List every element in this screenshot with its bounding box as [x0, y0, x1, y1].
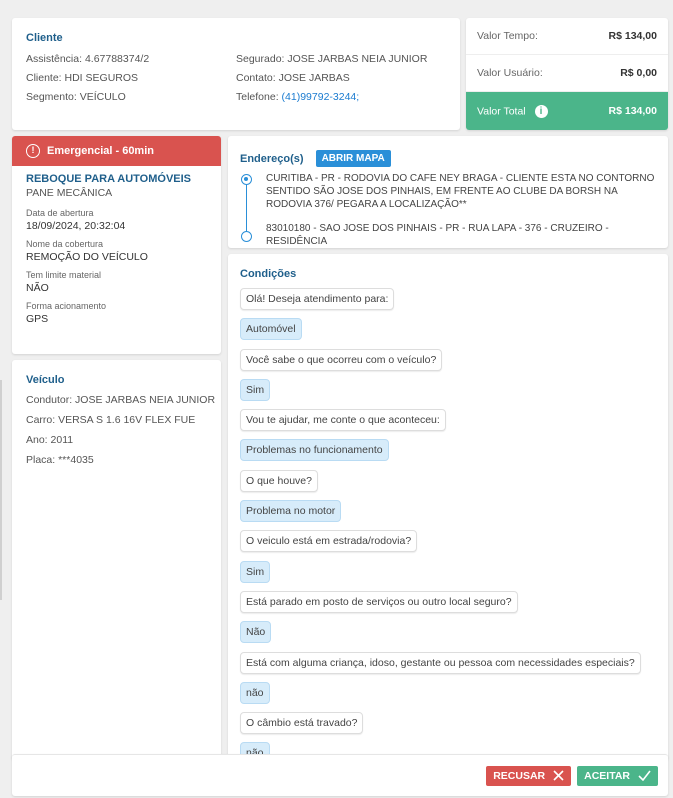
chat-question: Olá! Deseja atendimento para:	[240, 288, 394, 310]
chat-line	[240, 470, 656, 500]
data-abertura-label: Data de abertura	[26, 208, 94, 218]
limite-label: Tem limite material	[26, 270, 102, 280]
valor-tempo-row	[466, 18, 668, 55]
condutor-field: Condutor: JOSE JARBAS NEIA JUNIOR	[26, 394, 216, 406]
origin-marker-icon	[241, 174, 252, 185]
valor-usuario-row	[466, 55, 668, 92]
telefone-field	[236, 88, 446, 107]
chat-line	[240, 561, 656, 591]
chat-line	[240, 439, 656, 469]
servico-card	[12, 136, 221, 354]
chat-question: Está parado em posto de serviços ou outro local seguro?	[240, 591, 518, 613]
check-icon	[638, 770, 651, 781]
close-icon	[553, 770, 564, 781]
cobertura-value: REMOÇÃO DO VEÍCULO	[26, 251, 148, 263]
chat-line	[240, 591, 656, 621]
valor-total-row	[466, 92, 668, 130]
info-icon[interactable]: i	[535, 105, 548, 118]
veiculo-title: Veículo	[26, 374, 65, 386]
condicoes-card	[228, 254, 668, 760]
left-edge-scrollbar[interactable]	[0, 380, 2, 600]
ano-field: Ano: 2011	[26, 434, 74, 446]
servico-tipo: REBOQUE PARA AUTOMÓVEIS	[26, 173, 192, 185]
chat-line	[240, 379, 656, 409]
address-destination: 83010180 - SAO JOSE DOS PINHAIS - PR - RUA LAPA - 376 - CRUZEIRO - RESIDÊNCIA	[266, 223, 609, 247]
assistencia-field: Assistência: 4.67788374/2	[26, 53, 150, 65]
chat-question: Vou te ajudar, me conte o que aconteceu:	[240, 409, 446, 431]
aceitar-button[interactable]	[577, 766, 658, 786]
chat-question: O veiculo está em estrada/rodovia?	[240, 530, 417, 552]
chat-line	[240, 409, 656, 439]
valor-total-label: Valor Total	[477, 104, 526, 117]
chat-answer: Sim	[240, 561, 270, 583]
valor-usuario-amount: R$ 0,00	[620, 67, 657, 79]
segurado-field: Segurado: JOSE JARBAS NEIA JUNIOR	[236, 53, 428, 65]
segmento-field: Segmento: VEÍCULO	[26, 91, 126, 103]
chat-line	[240, 288, 656, 318]
servico-subtipo: PANE MECÂNICA	[26, 187, 113, 199]
data-abertura-value: 18/09/2024, 20:32:04	[26, 220, 126, 232]
chat-line	[240, 652, 656, 682]
chat-answer: não	[240, 682, 270, 704]
forma-value: GPS	[26, 313, 49, 325]
valor-tempo-amount: R$ 134,00	[608, 30, 657, 42]
valor-total-label-wrap	[477, 105, 548, 118]
condicoes-title: Condições	[240, 268, 297, 280]
emergencial-label: Emergencial - 60min	[47, 145, 154, 157]
veiculo-card	[12, 360, 221, 760]
carro-field: Carro: VERSA S 1.6 16V FLEX FUE	[26, 414, 196, 426]
cobertura-label: Nome da cobertura	[26, 239, 104, 249]
chat-line	[240, 530, 656, 560]
aceitar-label: ACEITAR	[584, 769, 630, 782]
chat-answer: Problema no motor	[240, 500, 341, 522]
telefone-link[interactable]: (41)99792-3244;	[281, 91, 360, 103]
cliente-title: Cliente	[26, 32, 63, 44]
valor-tempo-label: Valor Tempo:	[477, 30, 538, 42]
chat-line	[240, 621, 656, 651]
chat-line	[240, 500, 656, 530]
address-timeline	[240, 172, 656, 248]
chat-question: O câmbio está travado?	[240, 712, 363, 734]
chat-line	[240, 712, 656, 742]
chat-answer: Não	[240, 621, 271, 643]
valor-total-amount: R$ 134,00	[608, 105, 657, 117]
chat-answer: Automóvel	[240, 318, 302, 340]
recusar-label: RECUSAR	[493, 769, 546, 782]
cliente-card	[12, 18, 460, 130]
chat-question: Você sabe o que ocorreu com o veículo?	[240, 349, 442, 371]
chat-question: O que houve?	[240, 470, 318, 492]
action-footer	[12, 754, 668, 796]
telefone-label: Telefone:	[236, 91, 279, 103]
valor-usuario-label: Valor Usuário:	[477, 67, 543, 79]
chat-line	[240, 318, 656, 348]
limite-value: NÃO	[26, 282, 49, 294]
abrir-mapa-button[interactable]: ABRIR MAPA	[316, 150, 391, 167]
chat-line	[240, 349, 656, 379]
placa-field: Placa: ***4035	[26, 454, 94, 466]
chat-answer: Sim	[240, 379, 270, 401]
conditions-chat	[240, 288, 656, 760]
forma-label: Forma acionamento	[26, 301, 107, 311]
chat-line	[240, 682, 656, 712]
recusar-button[interactable]	[486, 766, 571, 786]
chat-answer: Problemas no funcionamento	[240, 439, 389, 461]
contato-field: Contato: JOSE JARBAS	[236, 72, 350, 84]
emergencial-banner	[12, 136, 221, 166]
valores-card	[466, 18, 668, 130]
alert-icon: !	[26, 144, 40, 158]
endereco-card	[228, 136, 668, 248]
cliente-field: Cliente: HDI SEGUROS	[26, 72, 139, 84]
endereco-title: Endereço(s)	[240, 152, 304, 165]
chat-question: Está com alguma criança, idoso, gestante ou pessoa com necessidades especiais?	[240, 652, 641, 674]
destination-marker-icon	[241, 231, 252, 242]
address-origin: CURITIBA - PR - RODOVIA DO CAFE NEY BRAGA - CLIENTE ESTA NO CONTORNO SENTIDO SÃO JOSE DOS PINHAIS, EM FRENTE AO CLUBE DA BORSH NA RODOVIA 376/ PEGARA A LOCALIZAÇÃO**	[266, 173, 655, 210]
